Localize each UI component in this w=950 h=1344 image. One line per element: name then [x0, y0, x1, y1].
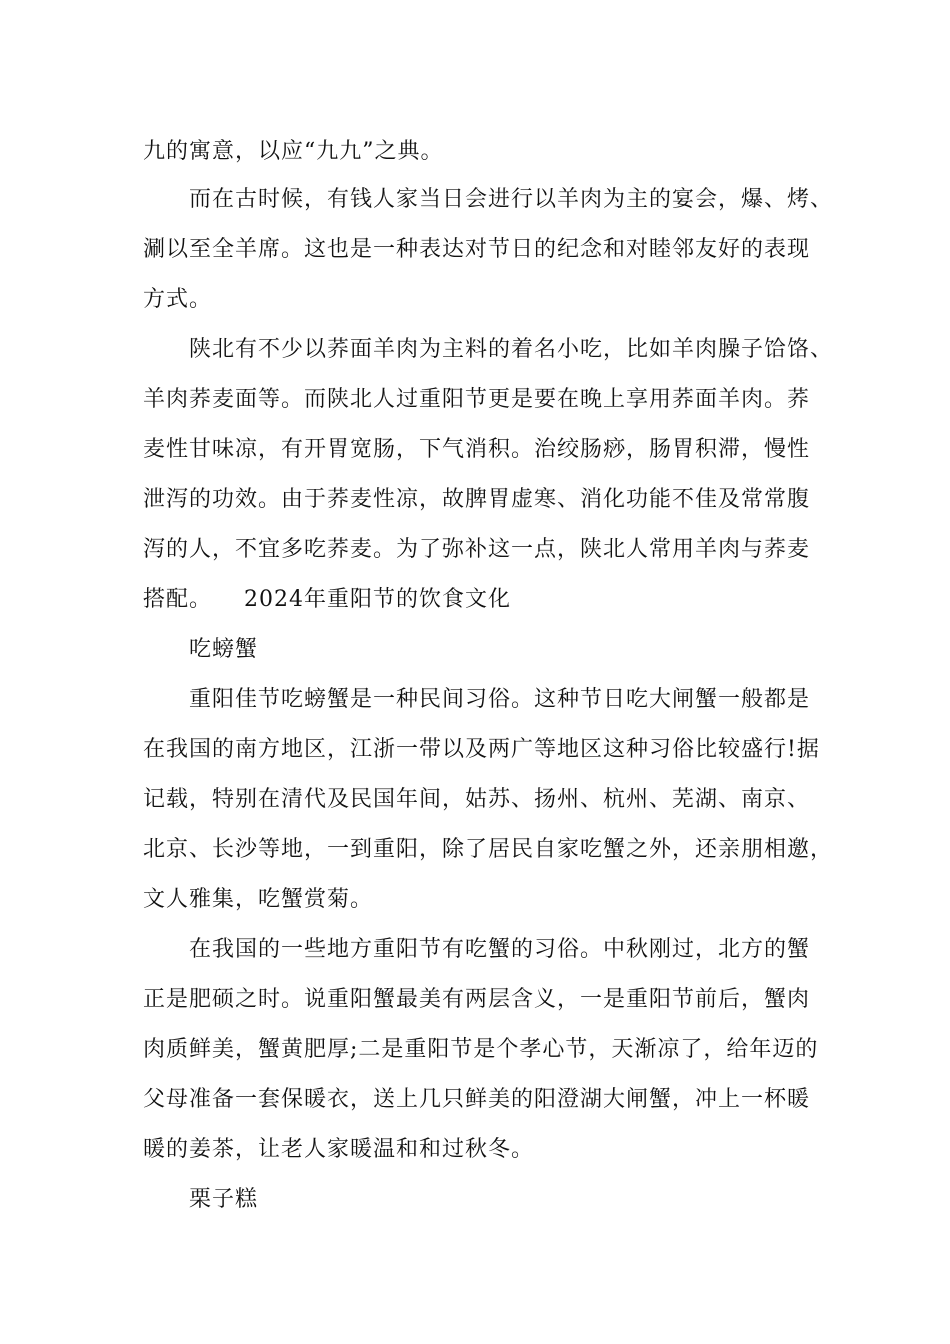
text-line: 父母准备一套保暖衣，送上几只鲜美的阳澄湖大闸蟹，冲上一杯暖: [143, 1087, 811, 1112]
text-line: 方式。: [143, 287, 213, 312]
text-line: 暖的姜茶，让老人家暖温和和过秋冬。: [143, 1137, 535, 1162]
text-line: 文人雅集，吃蟹赏菊。: [143, 887, 374, 912]
section-heading: 栗子糕: [189, 1187, 259, 1212]
text-line: 在我国的南方地区，江浙一带以及两广等地区这种习俗比较盛行!据: [143, 737, 820, 762]
text-line: 九的寓意，以应“九九”之典。: [143, 139, 444, 164]
text-line: 记载，特别在清代及民国年间，姑苏、扬州、杭州、芜湖、南京、: [143, 787, 811, 812]
section-heading: 吃螃蟹: [189, 637, 259, 662]
text-line: 北京、长沙等地，一到重阳，除了居民自家吃蟹之外，还亲朋相邀，: [143, 837, 834, 862]
text-line: 肉质鲜美，蟹黄肥厚;二是重阳节是个孝心节，天渐凉了，给年迈的: [143, 1037, 819, 1062]
text-line: 麦性甘味凉，有开胃宽肠，下气消积。治绞肠痧，肠胃积滞，慢性: [143, 437, 811, 462]
text-line: 涮以至全羊席。这也是一种表达对节日的纪念和对睦邻友好的表现: [143, 237, 811, 262]
paragraph-start-line: 陕北有不少以荞面羊肉为主料的着名小吃，比如羊肉臊子饸饹、: [189, 337, 834, 362]
text-line: 泻的人，不宜多吃荞麦。为了弥补这一点，陕北人常用羊肉与荞麦: [143, 537, 811, 562]
text-line: 正是肥硕之时。说重阳蟹最美有两层含义，一是重阳节前后，蟹肉: [143, 987, 811, 1012]
paragraph-start-line: 重阳佳节吃螃蟹是一种民间习俗。这种节日吃大闸蟹一般都是: [189, 687, 811, 712]
paragraph-start-line: 在我国的一些地方重阳节有吃蟹的习俗。中秋刚过，北方的蟹: [189, 937, 811, 962]
text-line-with-heading: 搭配。 2024年重阳节的饮食文化: [143, 587, 511, 612]
paragraph-start-line: 而在古时候，有钱人家当日会进行以羊肉为主的宴会，爆、烤、: [189, 187, 834, 212]
text-line: 羊肉荞麦面等。而陕北人过重阳节更是要在晚上享用荞面羊肉。荞: [143, 387, 811, 412]
text-line: 泄泻的功效。由于荞麦性凉，故脾胃虚寒、消化功能不佳及常常腹: [143, 487, 811, 512]
